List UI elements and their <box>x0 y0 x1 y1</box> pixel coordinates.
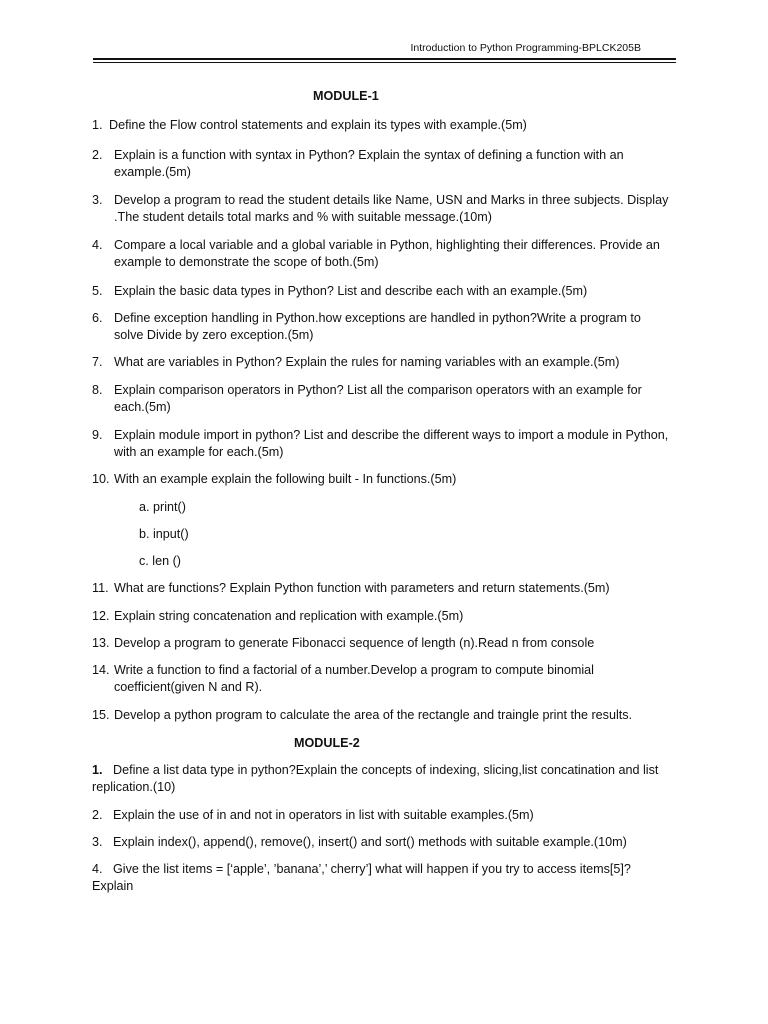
module-1-question-4 <box>92 237 672 271</box>
question-text: Define exception handling in Python.how exceptions are handled in python?Write a program to solve Divide by zero exception.(5m) <box>114 311 641 342</box>
question-number: 9. <box>92 428 103 442</box>
module-1-question-10 <box>92 471 672 488</box>
question-text: What are functions? Explain Python function with parameters and return statements.(5m) <box>114 581 610 595</box>
question-number: 3. <box>92 835 103 849</box>
question-text: Develop a program to generate Fibonacci sequence of length (n).Read n from console <box>114 636 595 650</box>
question-text: Develop a program to read the student details like Name, USN and Marks in three subjects. Display .The student details total marks and % with suitable message.(10m) <box>114 193 669 224</box>
page-header-title: Introduction to Python Programming-BPLCK205B <box>410 42 641 54</box>
module-2-question-2 <box>92 807 672 824</box>
question-text: Explain index(), append(), remove(), insert() and sort() methods with suitable example.(10m) <box>113 835 627 849</box>
question-number: 2. <box>92 148 103 162</box>
question-number: 11. <box>92 581 109 595</box>
question-number: 1. <box>92 763 103 777</box>
question-text: Explain the basic data types in Python? List and describe each with an example.(5m) <box>114 284 588 298</box>
question-number: 4. <box>92 862 103 876</box>
question-text: Define a list data type in python?Explain the concepts of indexing, slicing,list concatination and list replication.(10) <box>92 763 659 794</box>
module-1-question-15 <box>92 707 672 724</box>
module-2-question-4 <box>92 861 672 895</box>
question-number: 7. <box>92 355 103 369</box>
subitem-input: b. input() <box>139 527 189 541</box>
question-text: Explain comparison operators in Python? List all the comparison operators with an example for each.(5m) <box>114 383 642 414</box>
question-text: Develop a python program to calculate the area of the rectangle and traingle print the results. <box>114 708 633 722</box>
module-1-question-5 <box>92 283 672 300</box>
question-text: Explain module import in python? List and describe the different ways to import a module in Python, with an example for each.(5m) <box>114 428 669 459</box>
subitem-print: a. print() <box>139 500 186 514</box>
module-2-question-3 <box>92 834 672 851</box>
question-number: 4. <box>92 238 103 252</box>
question-text: Give the list items = [‘apple’, ’banana’,’ cherry’] what will happen if you try to access items[5]? Explain <box>92 862 631 893</box>
question-number: 8. <box>92 383 103 397</box>
module-1-question-6 <box>92 310 672 344</box>
header-rule-thin <box>93 62 676 63</box>
header-rule-thick <box>93 58 676 60</box>
question-text: What are variables in Python? Explain the rules for naming variables with an example.(5m) <box>114 355 620 369</box>
question-text: Explain string concatenation and replication with example.(5m) <box>114 609 464 623</box>
question-number: 6. <box>92 311 103 325</box>
question-number: 1. <box>92 118 103 132</box>
question-number: 13. <box>92 636 110 650</box>
question-text: Define the Flow control statements and explain its types with example.(5m) <box>109 118 527 132</box>
question-number: 15. <box>92 708 110 722</box>
module-1-question-12 <box>92 608 672 625</box>
question-text: Explain is a function with syntax in Python? Explain the syntax of defining a function with an example.(5m) <box>114 148 624 179</box>
module-1-question-8 <box>92 382 672 416</box>
module-2-heading: MODULE-2 <box>294 736 360 750</box>
module-1-question-11 <box>92 580 672 597</box>
question-number: 5. <box>92 284 103 298</box>
module-1-question-1 <box>92 117 672 134</box>
module-2-question-1 <box>92 762 672 796</box>
module-1-question-7 <box>92 354 672 371</box>
module-1-question-14 <box>92 662 672 696</box>
question-text: Compare a local variable and a global variable in Python, highlighting their differences. Provide an example to demonstrate the scope of both.(5m) <box>114 238 660 269</box>
module-1-question-13 <box>92 635 672 652</box>
question-text: With an example explain the following built - In functions.(5m) <box>114 472 457 486</box>
question-number: 3. <box>92 193 103 207</box>
question-number: 10. <box>92 472 110 486</box>
subitem-len: c. len () <box>139 554 181 568</box>
question-text: Explain the use of in and not in operators in list with suitable examples.(5m) <box>113 808 534 822</box>
module-1-question-2 <box>92 147 672 181</box>
module-1-question-9 <box>92 427 672 461</box>
question-number: 2. <box>92 808 103 822</box>
module-1-heading: MODULE-1 <box>313 89 379 103</box>
question-number: 12. <box>92 609 110 623</box>
module-1-question-3 <box>92 192 672 226</box>
question-number: 14. <box>92 663 110 677</box>
question-text: Write a function to find a factorial of a number.Develop a program to compute binomial coefficient(given N and R). <box>114 663 594 694</box>
